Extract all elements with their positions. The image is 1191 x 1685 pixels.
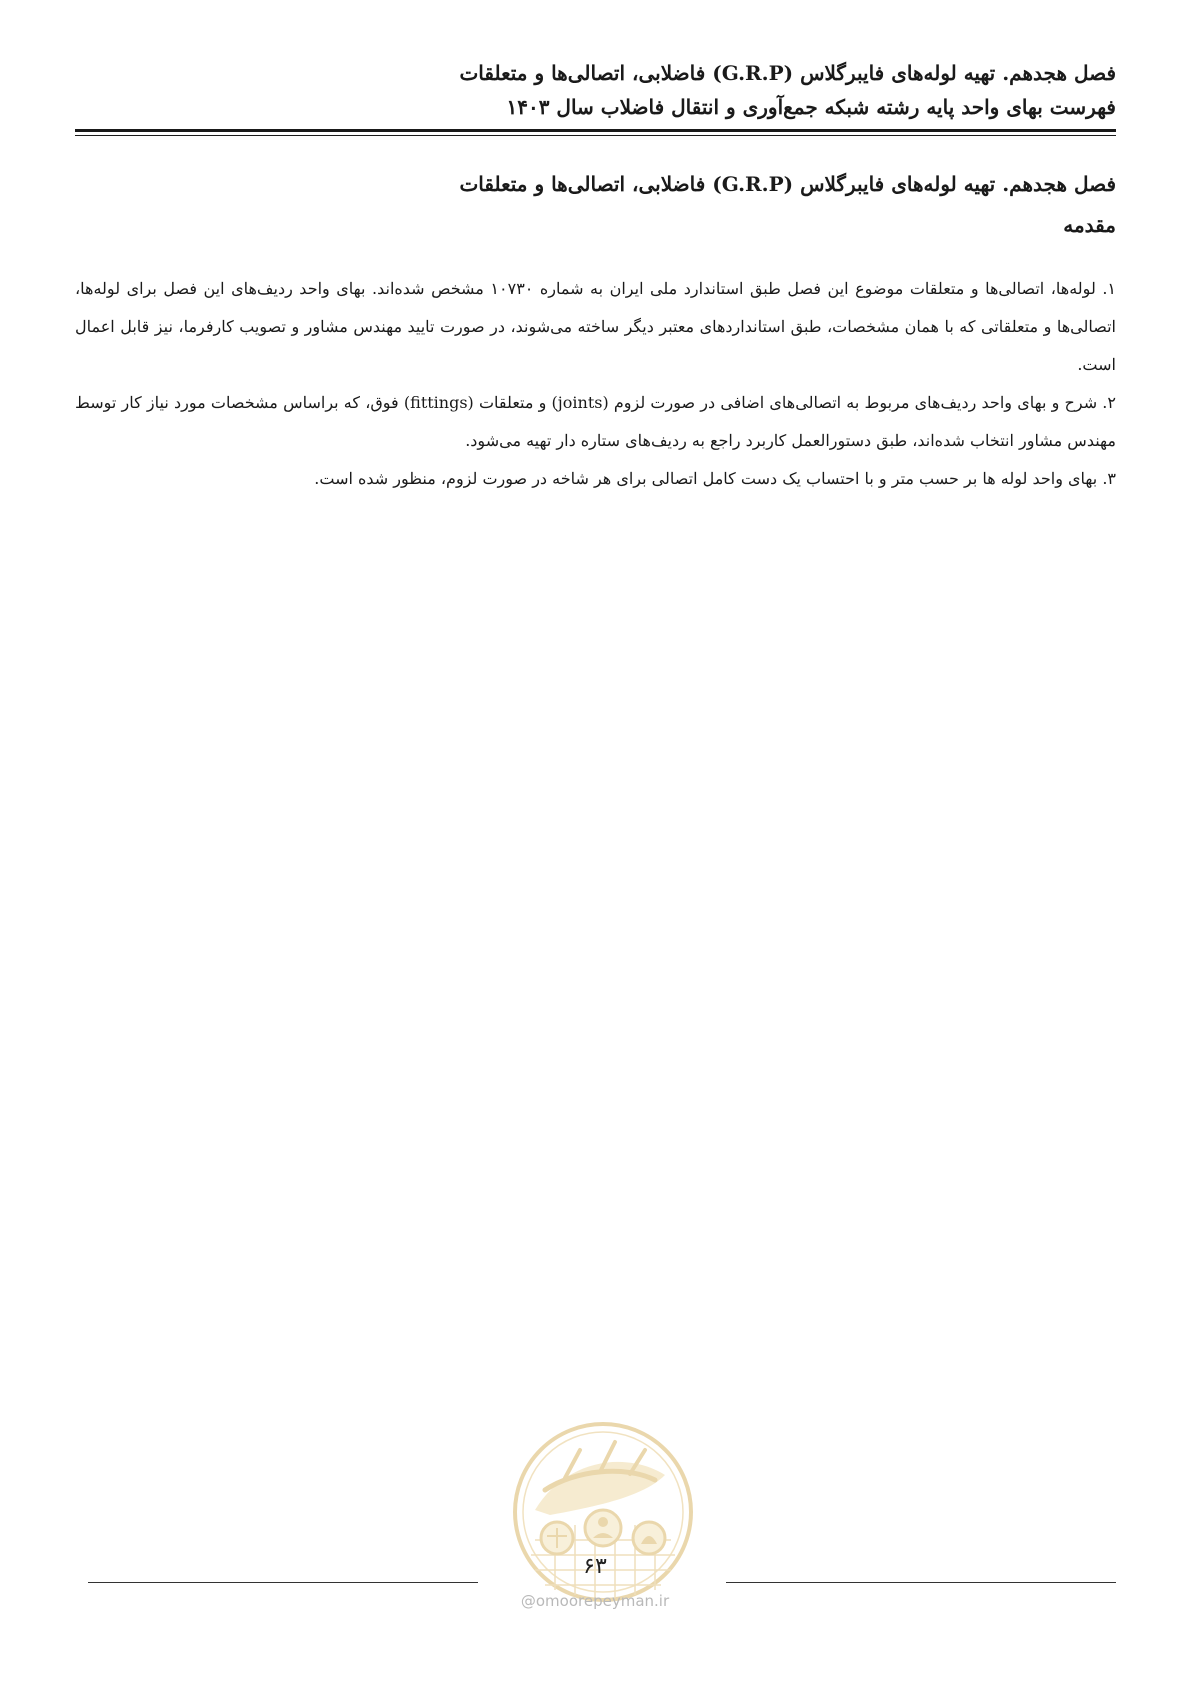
paragraph-1: ۱. لوله‌ها، اتصالی‌ها و متعلقات موضوع این فصل طبق استاندارد ملی ایران به شماره ۱۰۷۳۰ مشخص شده‌اند. بهای واحد ردیف‌های این فصل برای لوله‌ها، اتصالی‌ها و متعلقاتی که با همان مشخصات، طبق استانداردهای معتبر دیگر ساخته می‌شوند، در صورت تایید مهندس مشاور و تصویب کارفرما، نیز قابل اعمال است. — [75, 279, 1117, 374]
footer-website: @omoorepeyman.ir — [520, 1592, 670, 1610]
header-rule-thin — [75, 135, 1116, 136]
watermark-logo — [505, 1420, 701, 1620]
footer-rule-right — [726, 1582, 1116, 1583]
paragraph-2: ۲. شرح و بهای واحد ردیف‌های مربوط به اتصالی‌های اضافی در صورت لزوم (joints) و متعلقات (fittings) فوق، که براساس مشخصات مورد نیاز کار توسط مهندس مشاور انتخاب شده‌اند، طبق دستورالعمل کاربرد راجع به ردیف‌های ستاره دار تهیه می‌شود. — [75, 393, 1116, 450]
section-subtitle: مقدمه — [1063, 213, 1116, 237]
page-number: ۶۳ — [583, 1554, 607, 1579]
header-rule-thick — [75, 129, 1116, 132]
header-document-title: فهرست بهای واحد پایه رشته شبکه جمع‌آوری و انتقال فاضلاب سال ۱۴۰۳ — [506, 95, 1116, 119]
footer-rule-left — [88, 1582, 478, 1583]
running-header — [75, 56, 1116, 124]
body-text — [75, 270, 1116, 498]
paragraph-3: ۳. بهای واحد لوله ها بر حسب متر و با احتساب یک دست کامل اتصالی برای هر شاخه در صورت لزوم، منظور شده است. — [314, 469, 1116, 488]
header-chapter-title: فصل هجدهم. تهیه لوله‌های فایبرگلاس (G.R.P) فاضلابی، اتصالی‌ها و متعلقات — [459, 61, 1116, 85]
section-heading — [75, 163, 1116, 245]
section-title: فصل هجدهم. تهیه لوله‌های فایبرگلاس (G.R.P) فاضلابی، اتصالی‌ها و متعلقات — [459, 172, 1116, 196]
